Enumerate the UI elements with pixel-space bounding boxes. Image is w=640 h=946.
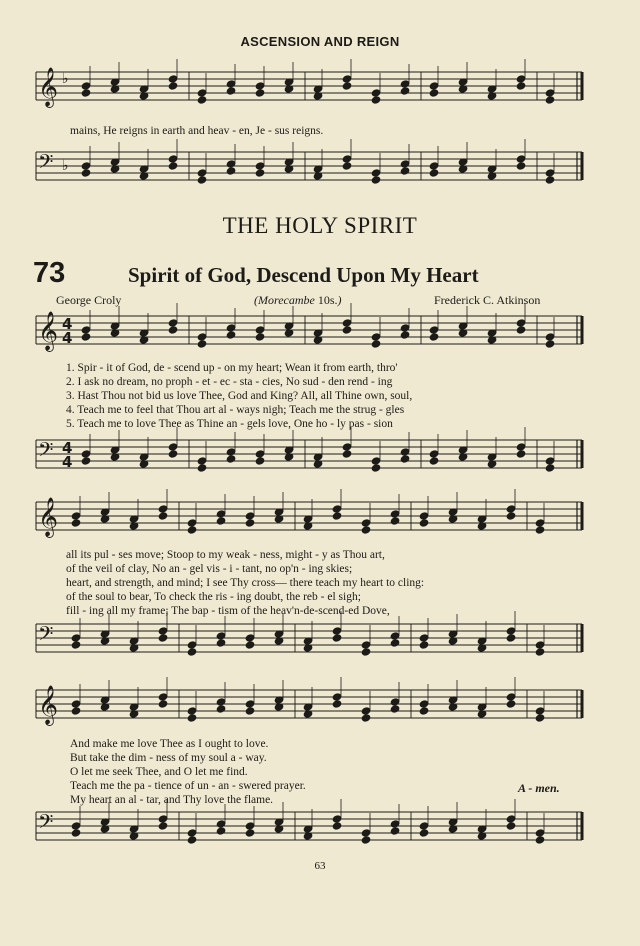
svg-text:𝄞: 𝄞 (38, 67, 59, 107)
section-title: THE HOLY SPIRIT (222, 213, 418, 238)
verse-line: 4. Teach me to feel that Thou art al - ways nigh; Teach me the strug - gles (66, 404, 405, 416)
svg-text:𝄞: 𝄞 (38, 685, 59, 725)
verse-line: heart, and strength, and mind; I see Thy cross— there teach my heart to cling: (66, 577, 425, 589)
verse-line: My heart an al - tar, and Thy love the flame. (70, 794, 274, 806)
tune-credit: (Morecambe 10s.) (254, 293, 342, 307)
svg-text:𝄢: 𝄢 (38, 810, 54, 838)
page-number: 63 (314, 860, 326, 872)
svg-text:4: 4 (62, 439, 73, 457)
svg-text:♭: ♭ (62, 71, 69, 87)
verse-line: Teach me the pa - tience of un - an - swered prayer. (70, 780, 306, 792)
verse-line: 2. I ask no dream, no proph - et - ec - sta - cies, No sud - den rend - ing (66, 376, 393, 388)
verse-line: But take the dim - ness of my soul a - way. (70, 752, 267, 764)
running-head: ASCENSION AND REIGN (240, 34, 400, 49)
verse-line: O let me seek Thee, and O let me find. (70, 766, 248, 778)
svg-text:𝄞: 𝄞 (38, 311, 59, 351)
verse-line: 5. Teach me to love Thee as Thine an - gels love, One ho - ly pas - sion (66, 418, 393, 430)
hymn-title: Spirit of God, Descend Upon My Heart (128, 263, 479, 287)
svg-text:𝄢: 𝄢 (38, 150, 54, 178)
verse-line: fill - ing all my frame; The bap - tism of the heav'n-de-scend-ed Dove, (66, 605, 390, 617)
svg-text:𝄢: 𝄢 (38, 622, 54, 650)
composer-credit: Frederick C. Atkinson (434, 293, 541, 307)
author-credit: George Croly (56, 293, 122, 307)
hymn-number: 73 (33, 257, 66, 289)
verse-line: And make me love Thee as I ought to love. (70, 738, 269, 750)
verse-line: of the soul to bear, To check the ris - ing doubt, the reb - el sigh; (66, 591, 361, 603)
svg-text:4: 4 (62, 453, 73, 471)
tune-meter: 10s. (317, 293, 338, 307)
verse-line: all its pul - ses move; Stoop to my weak - ness, might - y as Thou art, (66, 549, 385, 561)
verse-line: of the veil of clay, No an - gel vis - i - tant, no op'n - ing skies; (66, 563, 353, 575)
svg-text:4: 4 (62, 329, 73, 347)
svg-text:𝄢: 𝄢 (38, 438, 54, 466)
svg-text:♭: ♭ (62, 158, 69, 174)
amen-label: A - men. (518, 781, 560, 795)
verse-line: 1. Spir - it of God, de - scend up - on my heart; Wean it from earth, thro' (66, 362, 398, 374)
tune-name: Morecambe (258, 293, 315, 307)
previous-hymn-lyric: mains, He reigns in earth and heav - en, Je - sus reigns. (70, 125, 324, 137)
verse-line: 3. Hast Thou not bid us love Thee, God and King? All, all Thine own, soul, (66, 390, 413, 402)
svg-text:𝄞: 𝄞 (38, 497, 59, 537)
svg-text:4: 4 (62, 315, 73, 333)
